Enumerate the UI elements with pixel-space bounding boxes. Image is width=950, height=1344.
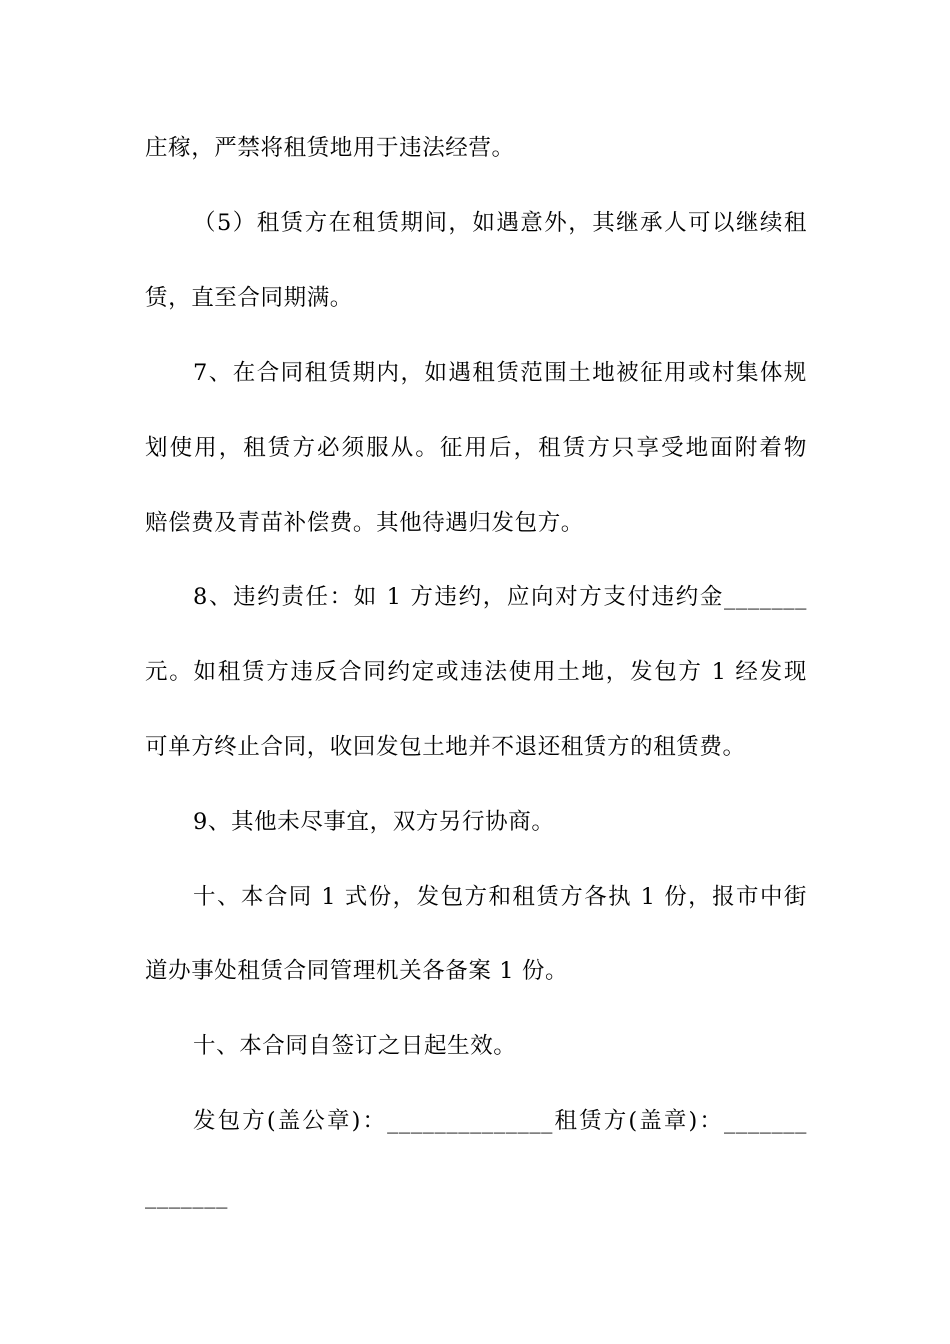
paragraph-line: 十、本合同自签订之日起生效。 <box>193 1033 517 1059</box>
paragraph-line: 元。如租赁方违反合同约定或违法使用土地，发包方 1 经发现 <box>145 659 807 685</box>
paragraph-line: 7、在合同租赁期内，如遇租赁范围土地被征用或村集体规 <box>193 360 807 386</box>
signature-line-continuation: _______ <box>145 1183 228 1209</box>
paragraph-line: 赔偿费及青苗补偿费。其他待遇归发包方。 <box>145 510 584 536</box>
paragraph-line: 十、本合同 1 式份，发包方和租赁方各执 1 份，报市中街 <box>193 884 807 910</box>
paragraph-line: 可单方终止合同，收回发包土地并不退还租赁方的租赁费。 <box>145 734 746 760</box>
signature-line: 发包方(盖公章)：______________租赁方(盖章)：_______ <box>193 1108 807 1134</box>
paragraph-line: 赁，直至合同期满。 <box>145 285 353 311</box>
paragraph-line: 8、违约责任：如 1 方违约，应向对方支付违约金_______ <box>193 584 807 610</box>
paragraph-line: 庄稼，严禁将租赁地用于违法经营。 <box>145 135 515 161</box>
paragraph-line: （5）租赁方在租赁期间，如遇意外，其继承人可以继续租 <box>193 210 807 236</box>
paragraph-line: 9、其他未尽事宜，双方另行协商。 <box>193 809 555 835</box>
paragraph-line: 道办事处租赁合同管理机关各备案 1 份。 <box>145 958 569 984</box>
paragraph-line: 划使用，租赁方必须服从。征用后，租赁方只享受地面附着物 <box>145 435 807 461</box>
